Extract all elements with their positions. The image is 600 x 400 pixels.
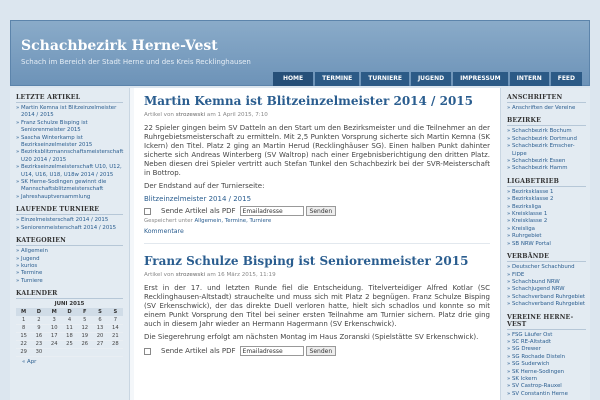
right-sidebar	[500, 88, 590, 400]
post-paragraph: Erst in der 17. und letzten Runde fiel die Entscheidung. Titelverteidiger Alfred Kotlar (SC Recklinghausen-Altstadt) strauchelte und muss sich mit Platz 2 begnügen. Franz Schulze Bisping (SV Erkenschwick), der das direkte Duell verloren hatte, hielt sich schadlos und konnte so mit einem Punkt Vorsprung den Titel bei seiner ersten Teilnahme am Turnier sichern. Platz drie ging auch in diesem Jahr wieder an Hermann Hagermann (SV Erkenschwick).	[144, 284, 490, 328]
post-title[interactable]: Martin Kemna ist Blitzeinzelmeister 2014 / 2015	[144, 94, 473, 108]
recent-post-link[interactable]: » Bezirkseinzelmeisterschaft U10, U12, U14, U16, U18, U18w 2014 / 2015	[16, 164, 123, 179]
calendar-day: 23	[31, 340, 46, 348]
league-link[interactable]: » Bezirksklasse 1	[507, 189, 586, 196]
calendar-day	[77, 348, 92, 356]
club-link[interactable]: » SC RE-Altstadt	[507, 339, 586, 346]
post-tags-links[interactable]: Allgemein, Termine, Turniere	[194, 218, 272, 224]
districts-heading: BEZIRKE	[507, 117, 586, 126]
district-link[interactable]: » Schachbezirk Emscher-Lippe	[507, 143, 586, 158]
page-wrap	[10, 88, 590, 400]
recent-post-link[interactable]: » Bezirksblitzmannschaftsmeisterschaft U20 2014 / 2015	[16, 149, 123, 164]
post-meta	[144, 272, 490, 278]
recent-posts-heading: LETZTE ARTIKEL	[16, 94, 123, 103]
calendar-weekday: D	[62, 308, 77, 316]
calendar-day: 21	[108, 332, 123, 340]
pdf-label: Sende Artikel als PDF	[161, 347, 236, 355]
league-link[interactable]: » Kreisklasse 2	[507, 218, 586, 225]
association-link[interactable]: » Schachjugend NRW	[507, 286, 586, 293]
post-date: am 16 März 2015, 11:19	[206, 272, 276, 278]
category-link-termine[interactable]: » Termine	[16, 270, 123, 277]
post-title[interactable]: Franz Schulze Bisping ist Seniorenmeister 2015	[144, 254, 469, 268]
send-button[interactable]: Senden	[306, 206, 337, 216]
calendar-day: 22	[16, 340, 31, 348]
category-link-kurios[interactable]: » kurios	[16, 263, 123, 270]
calendar-day	[92, 348, 107, 356]
calendar-day: 30	[31, 348, 46, 356]
districts-list	[507, 128, 586, 172]
post	[144, 94, 490, 244]
category-link-jugend[interactable]: » Jugend	[16, 256, 123, 263]
club-link[interactable]: » SV Castrop-Rauxel	[507, 383, 586, 390]
club-link[interactable]: » SG Suderwich	[507, 361, 586, 368]
club-link[interactable]: » SG Rochade Disteln	[507, 354, 586, 361]
calendar-day: 7	[108, 316, 123, 324]
main-navigation	[10, 72, 590, 86]
pdf-form	[144, 206, 490, 216]
league-link[interactable]: » Kreisklasse 1	[507, 211, 586, 218]
post-body	[144, 124, 490, 191]
leagues-list	[507, 189, 586, 248]
league-link[interactable]: » SB NRW Portal	[507, 241, 586, 248]
pdf-checkbox[interactable]	[144, 348, 151, 355]
pdf-checkbox[interactable]	[144, 208, 151, 215]
club-link[interactable]: » SK Ickern	[507, 376, 586, 383]
calendar-day: 28	[108, 340, 123, 348]
post-author: strozewski	[175, 272, 206, 278]
email-input[interactable]	[240, 346, 304, 356]
district-link[interactable]: » Schachbezirk Bochum	[507, 128, 586, 135]
categories-heading: KATEGORIEN	[16, 237, 123, 246]
association-link[interactable]: » Schachverband Ruhrgebiet	[507, 301, 586, 308]
send-button[interactable]: Senden	[306, 346, 337, 356]
calendar-day: 14	[108, 324, 123, 332]
calendar-prev-month-link[interactable]: « Apr	[22, 358, 37, 365]
calendar-weekday: S	[92, 308, 107, 316]
club-link[interactable]: » FSG Läufer Ost	[507, 332, 586, 339]
league-link[interactable]: » Ruhrgebiet	[507, 233, 586, 240]
calendar-heading: KALENDER	[16, 290, 123, 299]
calendar-day: 25	[62, 340, 77, 348]
site-description: Schach im Bereich der Stadt Herne und des Kreis Recklinghausen	[21, 58, 251, 66]
addresses-link[interactable]: » Anschriften der Vereine	[507, 105, 586, 112]
calendar-day: 6	[92, 316, 107, 324]
nav-home[interactable]: HOME	[273, 72, 313, 86]
tournament-link[interactable]: » Seniorenmeisterschaft 2014 / 2015	[16, 225, 123, 232]
calendar-day: 12	[77, 324, 92, 332]
association-link[interactable]: » Schachbund NRW	[507, 279, 586, 286]
calendar-day: 4	[62, 316, 77, 324]
association-link[interactable]: » FIDE	[507, 272, 586, 279]
nav-intern[interactable]: INTERN	[510, 72, 549, 86]
league-link[interactable]: » Bezirksklasse 2	[507, 196, 586, 203]
calendar-weekday: M	[47, 308, 62, 316]
recent-post-link[interactable]: » SK Herne-Sodingen gewinnt die Mannschaftsblitzmeisterschaft	[16, 179, 123, 194]
calendar-day: 11	[62, 324, 77, 332]
post	[144, 254, 490, 356]
post-meta-prefix: Artikel von	[144, 112, 174, 118]
left-sidebar	[10, 88, 130, 400]
site-title[interactable]: Schachbezirk Herne-Vest	[21, 38, 218, 54]
clubs-heading: VEREINE HERNE-VEST	[507, 314, 586, 330]
calendar-weekday: F	[77, 308, 92, 316]
calendar-day: 3	[47, 316, 62, 324]
category-link-allgemein[interactable]: » Allgemein	[16, 248, 123, 255]
calendar-month: JUNI 2015	[54, 301, 85, 308]
categories-list	[16, 248, 123, 285]
district-link[interactable]: » Schachbezirk Hamm	[507, 165, 586, 172]
club-link[interactable]: » SK Herne-Sodingen	[507, 369, 586, 376]
calendar-day: 9	[31, 324, 46, 332]
post-meta	[144, 112, 490, 118]
post-tags-prefix: Gespeichert unter	[144, 218, 193, 224]
calendar-day: 2	[31, 316, 46, 324]
tournament-link[interactable]: » Einzelmeisterschaft 2014 / 2015	[16, 217, 123, 224]
calendar-day: 15	[16, 332, 31, 340]
district-link[interactable]: » Schachbezirk Dortmund	[507, 136, 586, 143]
calendar-day: 26	[77, 340, 92, 348]
club-link[interactable]: » SG Drewer	[507, 346, 586, 353]
calendar-day: 24	[47, 340, 62, 348]
calendar-day	[47, 348, 62, 356]
calendar-week	[16, 316, 123, 324]
league-link[interactable]: » Bezirksliga	[507, 204, 586, 211]
league-link[interactable]: » Kreisliga	[507, 226, 586, 233]
category-link-turniere[interactable]: » Turniere	[16, 278, 123, 285]
post-meta-prefix: Artikel von	[144, 272, 174, 278]
addresses-heading: ANSCHRIFTEN	[507, 94, 586, 103]
recent-post-link[interactable]: » Jahreshauptversammlung	[16, 194, 123, 201]
club-link[interactable]: » SV Constantin Herne	[507, 391, 586, 398]
district-link[interactable]: » Schachbezirk Essen	[507, 158, 586, 165]
calendar-day: 20	[92, 332, 107, 340]
associations-list	[507, 264, 586, 308]
post-body	[144, 284, 490, 342]
calendar	[16, 301, 123, 357]
main-content	[134, 88, 500, 400]
post-comments-link[interactable]: Kommentare	[144, 228, 490, 244]
calendar-day	[108, 348, 123, 356]
clubs-list	[507, 332, 586, 399]
calendar-day: 17	[47, 332, 62, 340]
post-tags	[144, 218, 490, 224]
nav-feed[interactable]: FEED	[551, 72, 582, 86]
tournaments-heading: LAUFENDE TURNIERE	[16, 206, 123, 215]
calendar-day: 19	[77, 332, 92, 340]
calendar-day: 29	[16, 348, 31, 356]
calendar-week	[16, 340, 123, 348]
calendar-day: 27	[92, 340, 107, 348]
recent-post-link[interactable]: » Sascha Winterkamp ist Bezirkseinzelmeister 2015	[16, 135, 123, 150]
calendar-day: 13	[92, 324, 107, 332]
calendar-day: 8	[16, 324, 31, 332]
calendar-day: 18	[62, 332, 77, 340]
email-input[interactable]	[240, 206, 304, 216]
nav-jugend[interactable]: JUGEND	[411, 72, 451, 86]
calendar-days	[16, 316, 123, 356]
association-link[interactable]: » Schachverband Ruhrgebiet	[507, 294, 586, 301]
nav-termine[interactable]: TERMINE	[315, 72, 359, 86]
post-paragraph: Der Endstand auf der Turnierseite:	[144, 182, 265, 190]
calendar-day: 1	[16, 316, 31, 324]
post-paragraph: 22 Spieler gingen beim SV Datteln an den Start um den Bezirksmeister und die Teilnehmer an der Ruhrgebietsmeisterschaft zu ermitteln. Mit 2,5 Punkten Vorsprung sicherte sich Martin Kemna (SK Ickern) den Titel. Platz 2 ging an Martin Herud (Recklinghäuser SG). Einen halben Punkt dahinter sicherte sich Andreas Winterberg (SV Waltrop) nach einer Ergebnisberichtigung den dritten Platz. Neben diesen drei Spieler vertritt auch Stefan Tunkel den Schachbezirk bei der SVR-Meisterschaft in Bottrop.	[144, 124, 490, 177]
calendar-weekday: D	[31, 308, 46, 316]
tournaments-list	[16, 217, 123, 232]
recent-post-link[interactable]: » Martin Kemna ist Blitzeinzelmeister 2014 / 2015	[16, 105, 123, 120]
pdf-label: Sende Artikel als PDF	[161, 207, 236, 215]
addresses-list	[507, 105, 586, 112]
leagues-heading: LIGABETRIEB	[507, 178, 586, 187]
recent-post-link[interactable]: » Franz Schulze Bisping ist Seniorenmeister 2015	[16, 120, 123, 135]
post-date: am 1 April 2015, 7:10	[206, 112, 268, 118]
post-paragraph: Die Siegerehrung erfolgt am nächsten Montag im Haus Zoranski (Spielstätte SV Erkenschwick).	[144, 333, 479, 341]
calendar-weekday: M	[16, 308, 31, 316]
recent-posts-list	[16, 105, 123, 201]
calendar-weekday: S	[108, 308, 123, 316]
associations-heading: VERBÄNDE	[507, 253, 586, 262]
nav-impressum[interactable]: IMPRESSUM	[453, 72, 508, 86]
calendar-week	[16, 348, 123, 356]
calendar-day: 16	[31, 332, 46, 340]
calendar-day: 10	[47, 324, 62, 332]
post-author: strozewski	[175, 112, 206, 118]
pdf-form	[144, 346, 490, 356]
post-tournament-link[interactable]: Blitzeinzelmeister 2014 / 2015	[144, 195, 252, 203]
calendar-week	[16, 324, 123, 332]
association-link[interactable]: » Deutscher Schachbund	[507, 264, 586, 271]
nav-turniere[interactable]: TURNIERE	[361, 72, 409, 86]
calendar-week	[16, 332, 123, 340]
calendar-day	[62, 348, 77, 356]
calendar-day: 5	[77, 316, 92, 324]
